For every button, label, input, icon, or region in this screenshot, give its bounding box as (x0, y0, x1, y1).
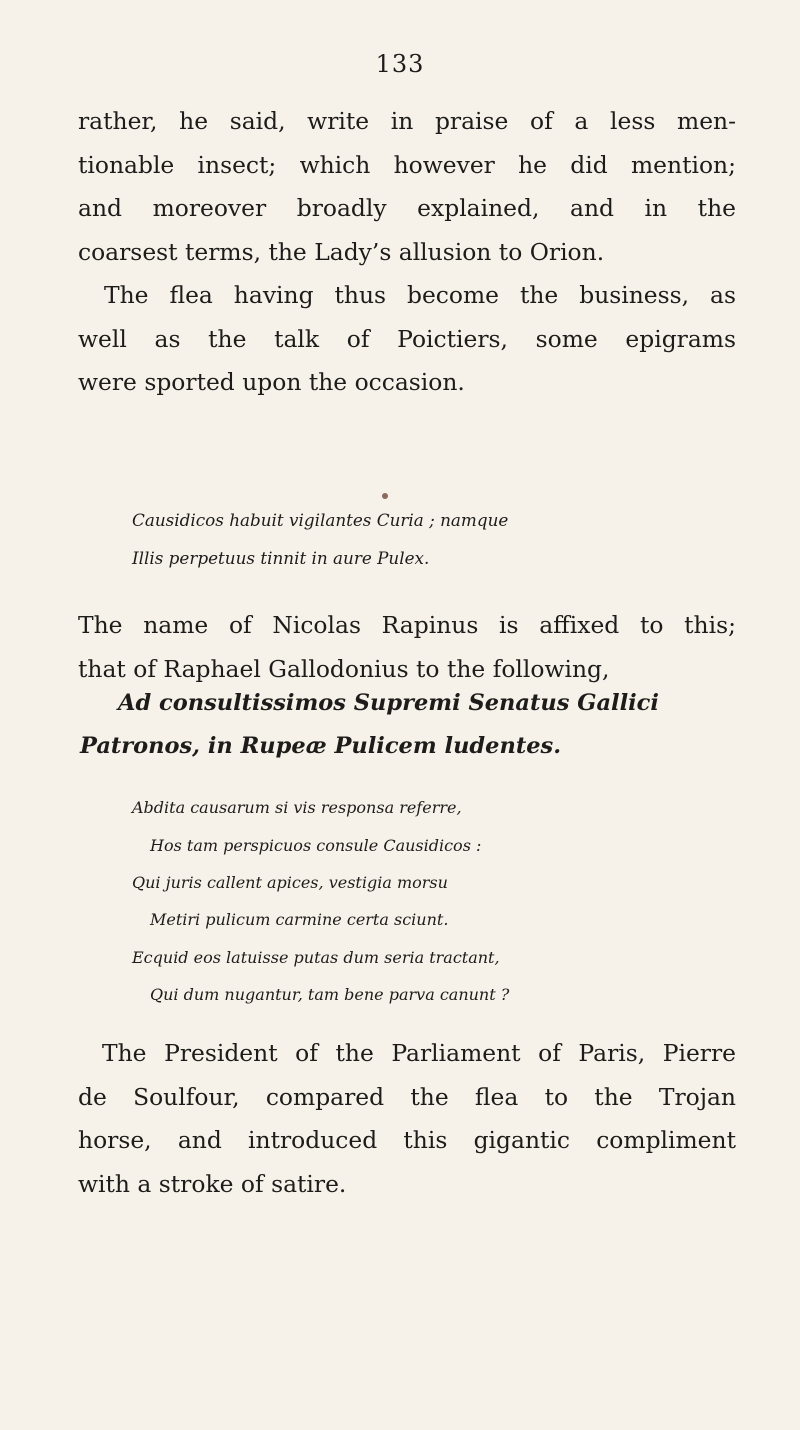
ornament-mark (382, 493, 388, 499)
epigram-heading-line-1: Ad consultissimos Supremi Senatus Gallici (118, 690, 659, 716)
epigram-1-line-2: Illis perpetuus tinnit in aure Pulex. (132, 548, 430, 568)
text-line: were sported upon the occasion. (78, 368, 465, 396)
epigram-2-line-2: Hos tam perspicuos consule Causidicos : (150, 836, 482, 855)
text-line: well as the talk of Poictiers, some epigrams (78, 324, 736, 353)
paragraph-3 (78, 604, 736, 691)
page-number: 133 (375, 50, 425, 78)
text-line: de Soulfour, compared the flea to the Trojan (78, 1082, 736, 1111)
epigram-2-line-1: Abdita causarum si vis responsa referre, (132, 798, 462, 817)
paragraph-4 (78, 1032, 736, 1206)
text-line: with a stroke of satire. (78, 1169, 347, 1198)
text-line: rather, he said, write in praise of a less men- (78, 107, 736, 135)
epigram-2-line-3: Qui juris callent apices, vestigia morsu (132, 873, 448, 892)
paragraph-2 (78, 274, 736, 405)
epigram-2-line-6: Qui dum nugantur, tam bene parva canunt ? (150, 985, 510, 1004)
epigram-1-line-1: Causidicos habuit vigilantes Curia ; namque (132, 510, 509, 530)
text-line: horse, and introduced this gigantic compliment (78, 1126, 736, 1154)
text-line: The flea having thus become the business, as (104, 281, 736, 309)
epigram-2-line-5: Ecquid eos latuisse putas dum seria tractant, (132, 948, 500, 967)
epigram-2-line-4: Metiri pulicum carmine certa sciunt. (150, 910, 449, 929)
text-line: tionable insect; which however he did mention; (78, 150, 736, 179)
text-line: coarsest terms, the Lady’s allusion to Orion. (78, 237, 605, 266)
text-line: that of Raphael Gallodonius to the following, (78, 654, 610, 683)
text-line: The President of the Parliament of Paris, Pierre (102, 1039, 736, 1067)
paragraph-1 (78, 100, 736, 274)
text-line: The name of Nicolas Rapinus is affixed to this; (78, 611, 736, 639)
text-line: and moreover broadly explained, and in the (78, 194, 736, 222)
epigram-heading-line-2: Patronos, in Rupeæ Pulicem ludentes. (80, 733, 562, 759)
